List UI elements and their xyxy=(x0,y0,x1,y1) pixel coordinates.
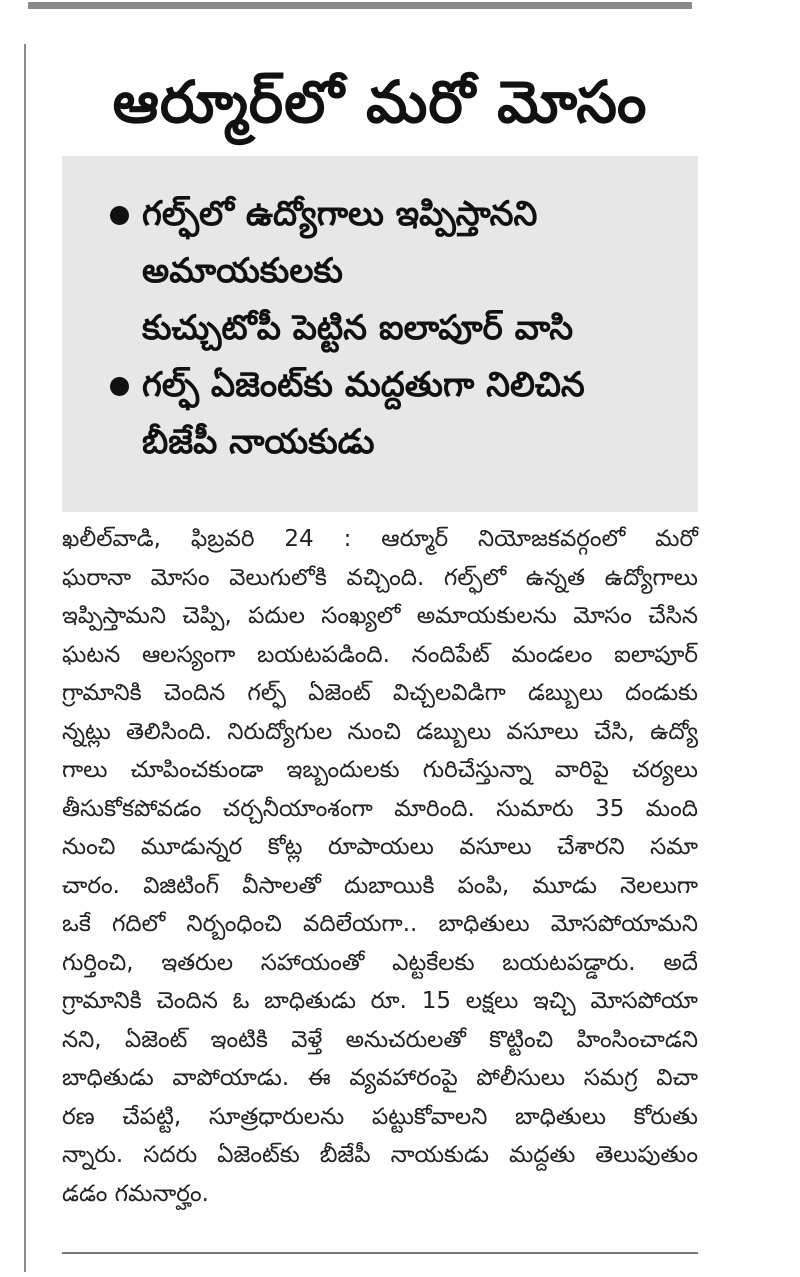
body-line: ఇప్పిస్తామని చెప్పి, పదుల సంఖ్యలో అమాయకులను మోసం చేసిన xyxy=(62,603,698,629)
bottom-rule xyxy=(62,1252,698,1254)
body-line: నుంచి మూడున్నర కోట్ల రూపాయలు వసూలు చేశారని సమా xyxy=(62,834,698,860)
body-line: ఒకే గదిలో నిర్బంధించి వదిలేయగా.. బాధితులు మోసపోయామని xyxy=(62,911,698,937)
body-line: గ్రామానికి చెందిన గల్ఫ్ ఏజెంట్ విచ్చలవిడిగా డబ్బులు దండుకు xyxy=(62,680,698,706)
column-rule xyxy=(24,44,26,1272)
body-line: రణ చేపట్టి, సూత్రధారులను పట్టుకోవాలని బాధితులు కోరుతు xyxy=(62,1103,698,1130)
highlight-line: బీజేపీ నాయకుడు xyxy=(142,422,375,462)
body-line: డడం గమనార్హం. xyxy=(62,1180,209,1207)
bullet-icon xyxy=(110,377,129,396)
bullet-icon xyxy=(110,206,129,225)
body-line: ఖలీల్‌వాడి, ఫిబ్రవరి 24 : ఆర్మూర్ నియోజకవర్గంలో మరో xyxy=(62,526,698,552)
body-line: న్నారు. సదరు ఏజెంట్‌కు బీజేపీ నాయకుడు మద్దతు తెలుపుతుం xyxy=(62,1142,698,1168)
top-rule xyxy=(28,2,692,9)
body-line: నని, ఏజెంట్ ఇంటికి వెళ్తే అనుచరులతో కొట్టించి హింసించాడని xyxy=(62,1026,698,1053)
highlight-line: గల్ఫ్‌లో ఉద్యోగాలు ఇప్పిస్తానని xyxy=(142,194,538,234)
highlight-item xyxy=(110,357,672,471)
article-body xyxy=(62,520,698,1240)
highlight-line: గల్ఫ్ ఏజెంట్‌కు మద్దతుగా నిలిచిన xyxy=(142,365,585,405)
highlight-line: అమాయకులకు xyxy=(142,251,343,291)
body-line: ఘటన ఆలస్యంగా బయటపడింది. నందిపేట్ మండలం ఐలాపూర్ xyxy=(62,641,698,668)
body-line: గుర్తించి, ఇతరుల సహాయంతో ఎట్టకేలకు బయటపడ్డారు. అదే xyxy=(62,949,698,976)
highlight-item xyxy=(110,186,672,357)
headline: ఆర్మూర్‌లో మరో మోసం xyxy=(112,68,648,136)
body-line: చారం. విజిటింగ్ వీసాలతో దుబాయికి పంపి, మూడు నెలలుగా xyxy=(62,872,698,899)
body-line: బాధితుడు వాపోయాడు. ఈ వ్యవహారంపై పోలీసులు సమగ్ర విచా xyxy=(62,1065,698,1091)
body-line: తీసుకోకపోవడం చర్చనీయాంశంగా మారింది. సుమారు 35 మంది xyxy=(62,795,698,822)
body-line: గాలు చూపించకుండా ఇబ్బందులకు గురిచేస్తున్నా వారిపై చర్యలు xyxy=(62,757,698,783)
highlight-line: కుచ్చుటోపీ పెట్టిన ఐలాపూర్ వాసి xyxy=(142,308,574,348)
body-line: న్నట్లు తెలిసింది. నిరుద్యోగుల నుంచి డబ్బులు వసూలు చేసి, ఉద్యో xyxy=(62,718,698,745)
body-line: ఘరానా మోసం వెలుగులోకి వచ్చింది. గల్ఫ్‌లో ఉన్నత ఉద్యోగాలు xyxy=(62,564,698,591)
highlights-box xyxy=(62,156,698,512)
body-line: గ్రామానికి చెందిన ఓ బాధితుడు రూ. 15 లక్షలు ఇచ్చి మోసపోయా xyxy=(62,988,698,1014)
